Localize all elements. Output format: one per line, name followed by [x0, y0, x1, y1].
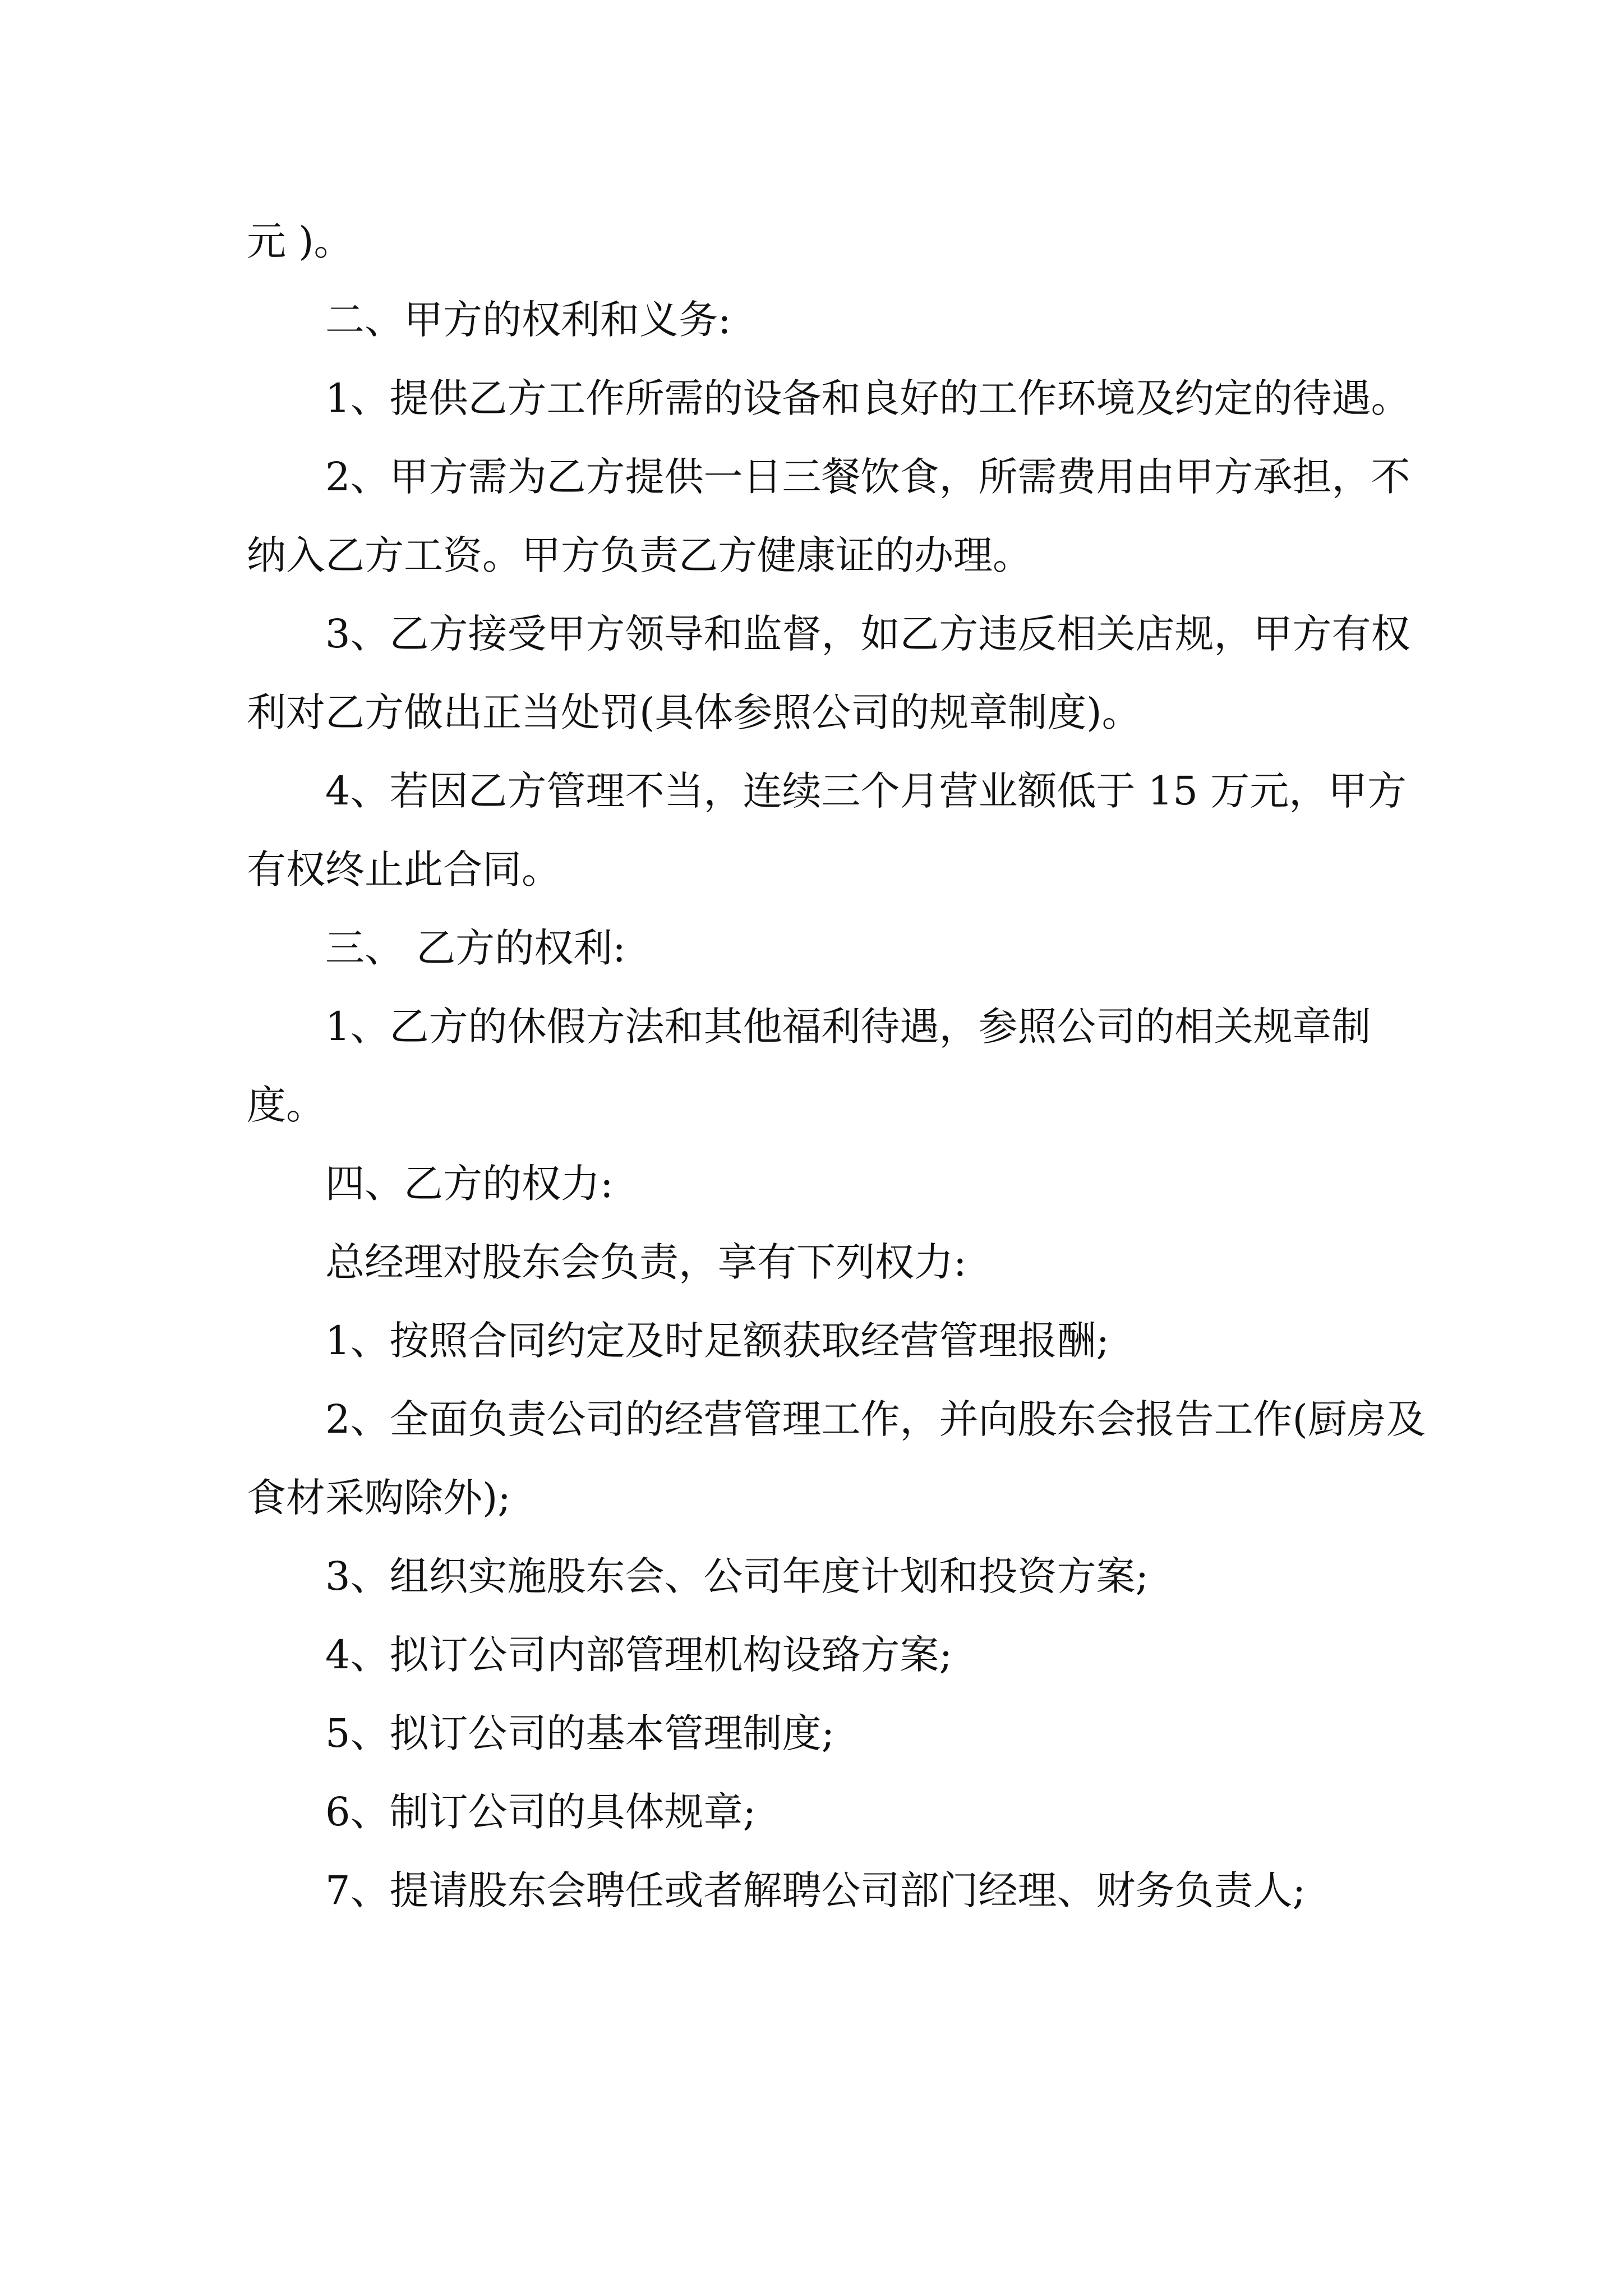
heading-party-b-rights: 三、 乙方的权利: [325, 925, 626, 971]
paragraph-power-2: 2、全面负责公司的经营管理工作，并向股东会报告工作(厨房及食材采购除外); [247, 1396, 1426, 1521]
paragraph-power-5: 5、拟订公司的基本管理制度; [325, 1710, 835, 1756]
paragraph-a-1: 1、提供乙方工作所需的设备和良好的工作环境及约定的待遇。 [325, 375, 1410, 421]
paragraph-gm-intro: 总经理对股东会负责，享有下列权力: [325, 1239, 967, 1285]
paragraph-b-1: 1、乙方的休假方法和其他福利待遇，参照公司的相关规章制度。 [247, 1004, 1371, 1128]
document-body [247, 202, 1436, 1930]
paragraph-power-6: 6、制订公司的具体规章; [325, 1789, 757, 1835]
paragraph-power-3: 3、组织实施股东会、公司年度计划和投资方案; [325, 1553, 1149, 1599]
paragraph-amount-end: 元 )。 [247, 218, 353, 264]
paragraph-power-1: 1、按照合同约定及时足额获取经营管理报酬; [325, 1318, 1110, 1364]
paragraph-a-2: 2、甲方需为乙方提供一日三餐饮食，所需费用由甲方承担，不纳入乙方工资。甲方负责乙方健康证的办理。 [247, 454, 1410, 578]
paragraph-power-4: 4、拟订公司内部管理机构设臵方案; [325, 1632, 953, 1678]
paragraph-power-7: 7、提请股东会聘任或者解聘公司部门经理、财务负责人; [325, 1867, 1306, 1913]
paragraph-a-4: 4、若因乙方管理不当，连续三个月营业额低于 15 万元，甲方有权终止此合同。 [247, 768, 1407, 892]
heading-party-a-rights: 二、甲方的权利和义务: [325, 297, 731, 343]
heading-party-b-powers: 四、乙方的权力: [325, 1161, 614, 1207]
paragraph-a-3: 3、乙方接受甲方领导和监督，如乙方违反相关店规，甲方有权利对乙方做出正当处罚(具体参照公司的规章制度)。 [247, 611, 1410, 735]
